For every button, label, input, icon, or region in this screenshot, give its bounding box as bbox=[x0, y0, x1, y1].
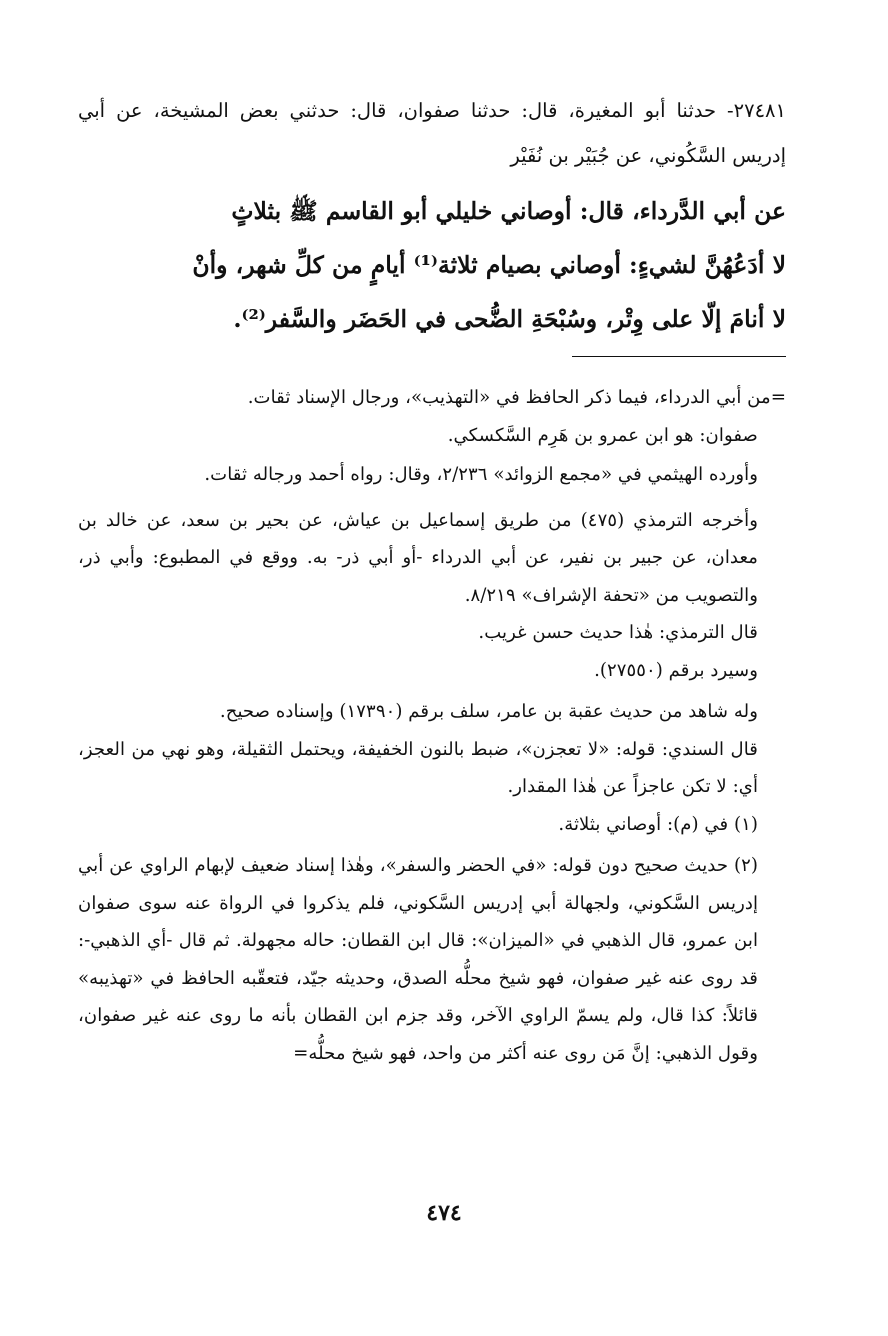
footnote-line: قال السندي: قوله: «لا تعجزن»، ضبط بالنون الخفيفة، ويحتمل الثقيلة، وهو نهي من العجز، أي: لا تكن عاجزاً عن هٰذا المقدار. bbox=[78, 738, 758, 797]
footnote-line: صفوان: هو ابن عمرو بن هَرِم السَّكسكي. bbox=[447, 424, 758, 446]
footnote-1: (١) في (م): أوصاني بثلاثة. bbox=[558, 813, 758, 835]
matn-line: لا أنامَ إلّا على وِتْر، وسُبْحَةِ الضُّحى في الحَضَر والسَّفر⁽²⁾. bbox=[233, 305, 786, 333]
hadith-matn bbox=[78, 184, 786, 346]
footnote-line: وسيرد برقم (٢٧٥٥٠). bbox=[594, 659, 758, 681]
footnotes bbox=[78, 379, 786, 1072]
hadith-isnad: ٢٧٤٨١- حدثنا أبو المغيرة، قال: حدثنا صفوان، قال: حدثني بعض المشيخة، عن أبي إدريس السَّكُوني، عن جُبَيْر بن نُفَيْر bbox=[78, 99, 786, 167]
matn-line: عن أبي الدَّرداء، قال: أوصاني خليلي أبو القاسم ﷺ بثلاثٍ bbox=[231, 197, 786, 225]
page-number: ٤٧٤ bbox=[426, 1200, 462, 1226]
footnote-2: (٢) حديث صحيح دون قوله: «في الحضر والسفر»، وهٰذا إسناد ضعيف لإبهام الراوي عن أبي إدريس السَّكوني، ولجهالة أبي إدريس السَّكوني، فلم يذكروا في الرواة عنه سوى صفوان ابن عمرو، قال الذهبي في «الميزان»: قال ابن القطان: حاله مجهولة. ثم قال -أي الذهبي-: قد روى عنه غير صفوان، فهو شيخ محلُّه الصدق، وحديثه جيّد، فتعقّبه الحافظ في «تهذيبه» قائلاً: كذا قال، ولم يسمّ الراوي الآخر، وقد جزم ابن القطان بأنه ما روى عنه غير صفوان، وقول الذهبي: إنَّ مَن روى عنه أكثر من واحد، فهو شيخ محلُّه= bbox=[78, 855, 758, 1064]
footnote-line: وله شاهد من حديث عقبة بن عامر، سلف برقم (١٧٣٩٠) وإسناده صحيح. bbox=[219, 701, 758, 722]
footnote-separator bbox=[572, 356, 786, 357]
footnote-line: =من أبي الدرداء، فيما ذكر الحافظ في «التهذيب»، ورجال الإسناد ثقات. bbox=[247, 387, 786, 408]
footnote-line: وأورده الهيثمي في «مجمع الزوائد» ٢/٢٣٦، وقال: رواه أحمد ورجاله ثقات. bbox=[204, 464, 758, 485]
footnote-line: وأخرجه الترمذي (٤٧٥) من طريق إسماعيل بن عياش، عن بحير بن سعد، عن خالد بن معدان، عن جبير بن نفير، عن أبي الدرداء -أو أبي ذر- به. ووقع في المطبوع: وأبي ذر، والتصويب من «تحفة الإشراف» ٨/٢١٩. bbox=[78, 509, 758, 606]
matn-line: لا أدَعُهُنَّ لشيءٍ: أوصاني بصيام ثلاثة⁽¹⁾ أيامٍ من كلِّ شهر، وأنْ bbox=[192, 251, 786, 279]
page-body bbox=[78, 88, 786, 1072]
footnote-line: قال الترمذي: هٰذا حديث حسن غريب. bbox=[478, 622, 758, 643]
